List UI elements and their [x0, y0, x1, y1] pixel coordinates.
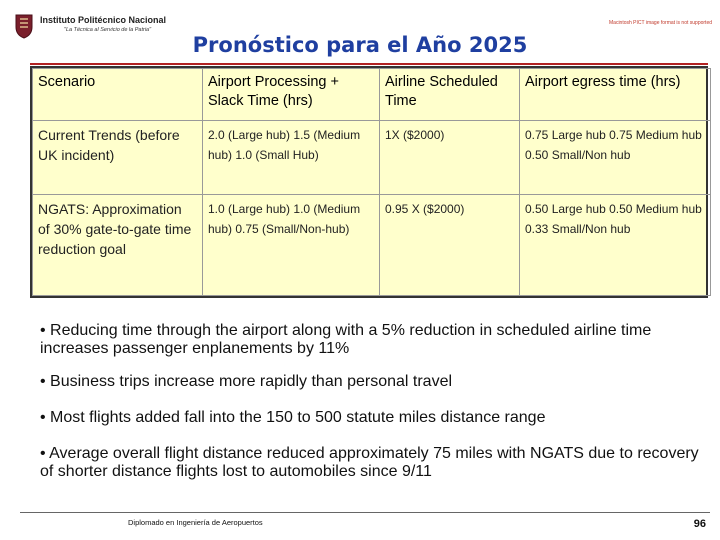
cell-scheduled: 0.95 X ($2000) — [380, 195, 520, 296]
cell-scenario: NGATS: Approximation of 30% gate-to-gate time reduction goal — [33, 195, 203, 296]
page-number: 96 — [693, 518, 706, 530]
header-processing: Airport Processing + Slack Time (hrs) — [203, 69, 380, 121]
title-divider — [30, 63, 708, 65]
cell-scheduled: 1X ($2000) — [380, 121, 520, 195]
institution-name: Instituto Politécnico Nacional — [40, 15, 167, 25]
cell-processing: 2.0 (Large hub) 1.5 (Medium hub) 1.0 (Small Hub) — [203, 121, 380, 195]
footer-divider — [20, 512, 710, 513]
unsupported-image-placeholder: Macintosh PICT image format is not supported — [609, 20, 713, 26]
course-name: Diplomado en Ingeniería de Aeropuertos — [128, 518, 263, 527]
table-row — [33, 121, 711, 195]
cell-scenario: Current Trends (before UK incident) — [33, 121, 203, 195]
header-egress: Airport egress time (hrs) — [520, 69, 711, 121]
bullet-item: • Reducing time through the airport along with a 5% reduction in scheduled airline time increases passenger enplanements by 11% — [40, 322, 652, 357]
table-header-row — [33, 69, 711, 121]
bullet-item: • Most flights added fall into the 150 to 500 statute miles distance range — [40, 409, 546, 426]
header-scenario: Scenario — [33, 69, 203, 121]
forecast-table — [30, 66, 708, 298]
cell-egress: 0.75 Large hub 0.75 Medium hub 0.50 Small/Non hub — [520, 121, 711, 195]
institution-motto: "La Técnica al Servicio de la Patria" — [64, 27, 152, 33]
table-row — [33, 195, 711, 296]
bullet-item: • Average overall flight distance reduced approximately 75 miles with NGATS due to recovery of shorter distance flights lost to automobiles since 9/11 — [40, 445, 699, 480]
cell-egress: 0.50 Large hub 0.50 Medium hub 0.33 Small/Non hub — [520, 195, 711, 296]
header-scheduled: Airline Scheduled Time — [380, 69, 520, 121]
bullet-item: • Business trips increase more rapidly than personal travel — [40, 373, 453, 390]
cell-processing: 1.0 (Large hub) 1.0 (Medium hub) 0.75 (Small/Non-hub) — [203, 195, 380, 296]
slide-title: Pronóstico para el Año 2025 — [192, 33, 528, 57]
